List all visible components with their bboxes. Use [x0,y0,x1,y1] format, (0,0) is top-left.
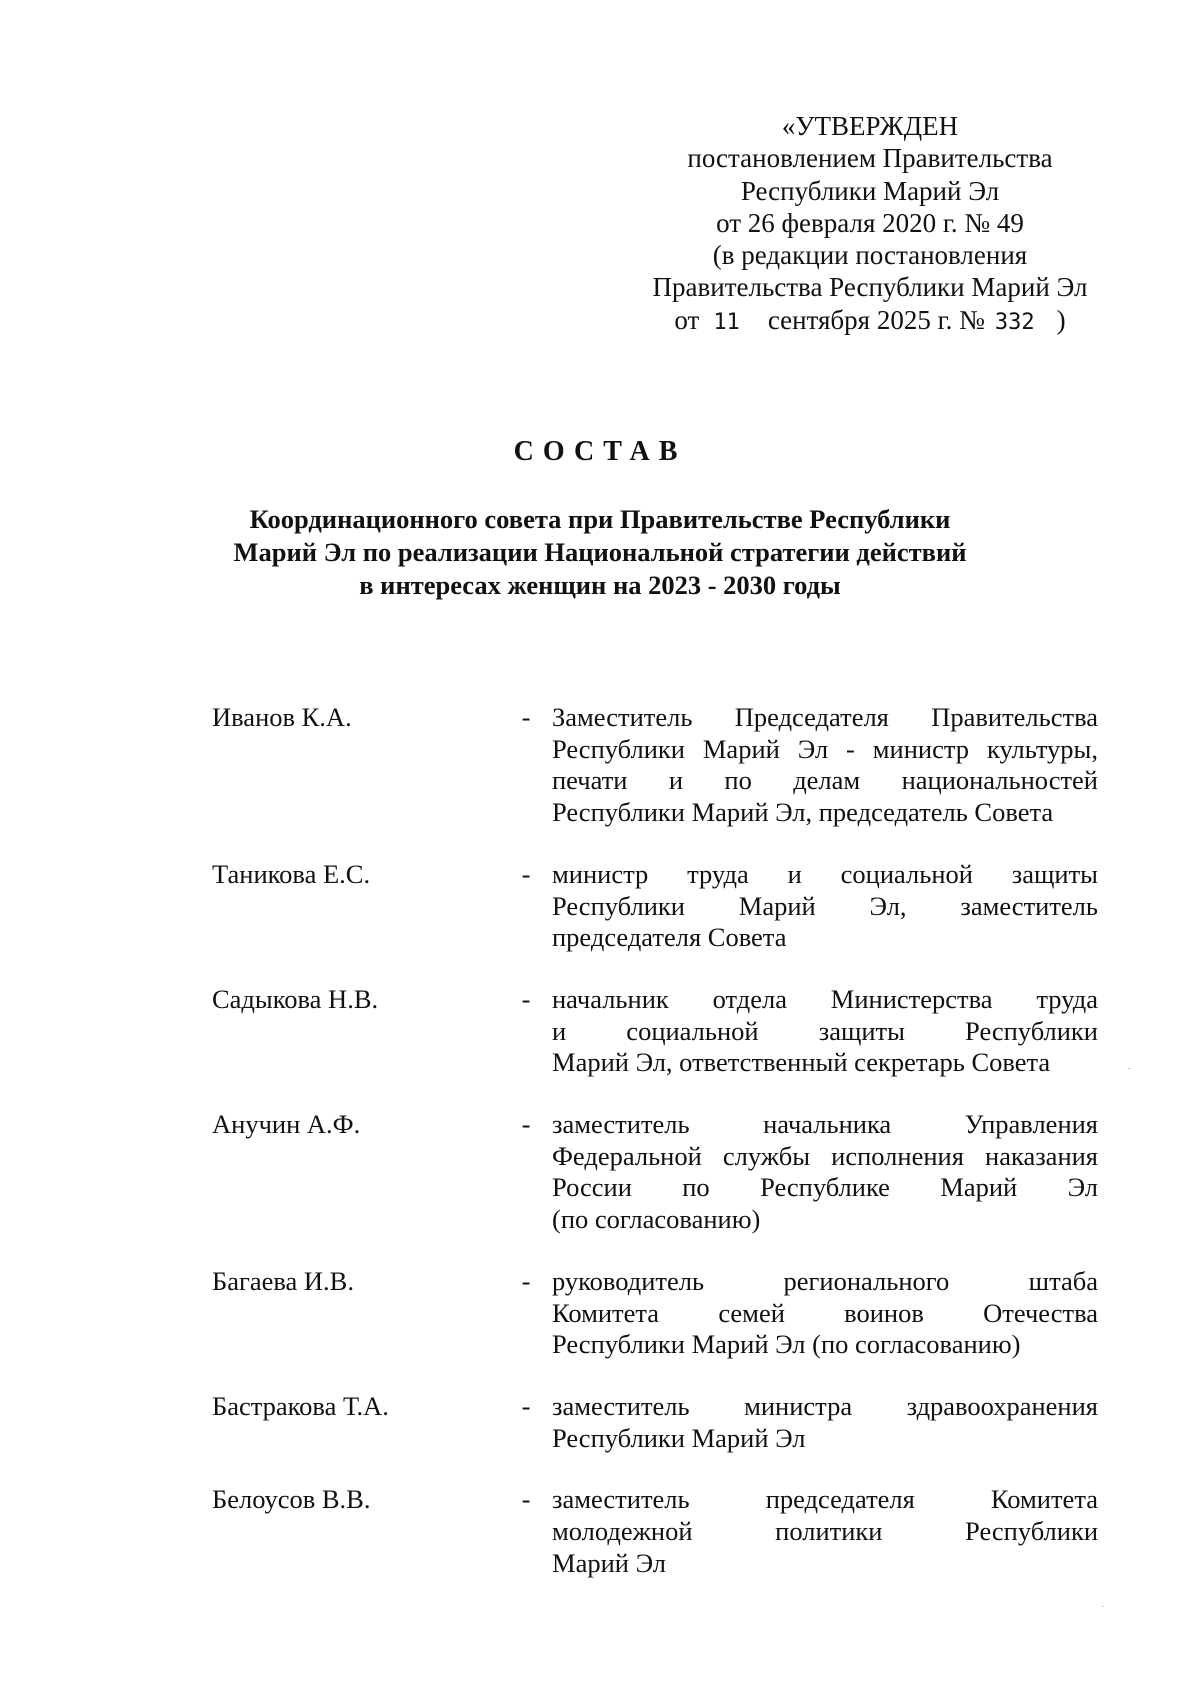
position-line: молодежной политики Республики [552,1516,1098,1547]
position-line: начальник отдела Министерства труда [552,983,1098,1014]
position-line: руководитель регионального штаба [552,1265,1098,1296]
member-row [212,1266,1098,1361]
position-line: и социальной защиты Республики [552,1015,1098,1046]
approval-line: постановлением Правительства [687,143,1053,174]
position-line: России по Республике Марий Эл [552,1172,1098,1203]
approval-line: Республики Марий Эл [740,175,1000,206]
amendment-date-middle: сентября 2025 г. № [767,304,985,335]
amendment-date-suffix: ) [1056,304,1066,335]
subtitle-line: Координационного совета при Правительстве Республики [249,504,951,534]
position-line: заместитель министра здравоохранения [552,1390,1098,1421]
approval-stamp-block [620,110,1120,339]
council-members-list [212,702,1098,1579]
member-separator: - [521,858,531,889]
member-row [212,859,1098,954]
amendment-date-prefix: от [674,304,700,335]
member-separator: - [521,1265,531,1296]
member-name: Иванов К.А. [212,702,352,732]
position-line: Марий Эл [552,1547,666,1578]
amendment-day: 11 [713,309,740,335]
position-line: Республики Марий Эл [552,1422,806,1453]
position-line: Федеральной службы исполнения наказания [552,1140,1098,1171]
position-line: Республики Марий Эл, заместитель [552,890,1098,921]
subtitle-line: Марий Эл по реализации Национальной стратегии действий [233,537,967,567]
member-position [552,859,1098,954]
approval-amendment-date [620,304,1120,339]
member-position [552,702,1098,829]
member-position [552,1484,1098,1579]
position-line: Заместитель Председателя Правительства [552,702,1098,732]
approval-original-date: от 26 февраля 2020 г. № 49 [716,207,1024,238]
member-position [552,1109,1098,1236]
position-line: заместитель председателя Комитета [552,1484,1098,1515]
member-row [212,1391,1098,1454]
scan-speck [1102,1606,1104,1607]
member-name: Бастракова Т.А. [212,1390,389,1421]
member-name: Белоусов В.В. [212,1484,371,1515]
member-name: Багаева И.В. [212,1265,354,1296]
position-line: Республики Марий Эл, председатель Совета [552,797,1054,828]
position-line: (по согласованию) [552,1204,761,1235]
approval-heading: «УТВЕРЖДЕН [781,111,959,141]
position-line: председателя Совета [552,922,787,953]
approval-line: (в редакции постановления [712,240,1028,271]
approval-line: Правительства Республики Марий Эл [652,272,1088,303]
member-position [552,984,1098,1079]
position-line: Республики Марий Эл (по согласованию) [552,1329,1021,1360]
scan-speck [1128,1068,1130,1069]
member-row [212,1109,1098,1236]
member-separator: - [521,1109,531,1140]
member-separator: - [521,1390,531,1421]
position-line: Комитета семей воинов Отечества [552,1297,1098,1328]
position-line: Республики Марий Эл - министр культуры, [552,733,1098,764]
member-separator: - [521,983,531,1014]
member-separator: - [521,702,531,732]
amendment-number: 332 [994,309,1035,335]
document-subtitle [200,503,1000,602]
position-line: заместитель начальника Управления [552,1109,1098,1140]
subtitle-line: в интересах женщин на 2023 - 2030 годы [359,570,841,600]
member-separator: - [521,1484,531,1515]
member-position [552,1391,1098,1454]
member-row [212,702,1098,829]
member-name: Таникова Е.С. [212,858,371,889]
document-title: СОСТАВ [513,436,687,467]
member-row [212,1484,1098,1579]
position-line: министр труда и социальной защиты [552,858,1098,889]
member-row [212,984,1098,1079]
position-line: Марий Эл, ответственный секретарь Совета [552,1047,1051,1078]
member-name: Садыкова Н.В. [212,983,379,1014]
member-name: Анучин А.Ф. [212,1109,361,1140]
member-position [552,1266,1098,1361]
position-line: печати и по делам национальностей [552,765,1098,796]
